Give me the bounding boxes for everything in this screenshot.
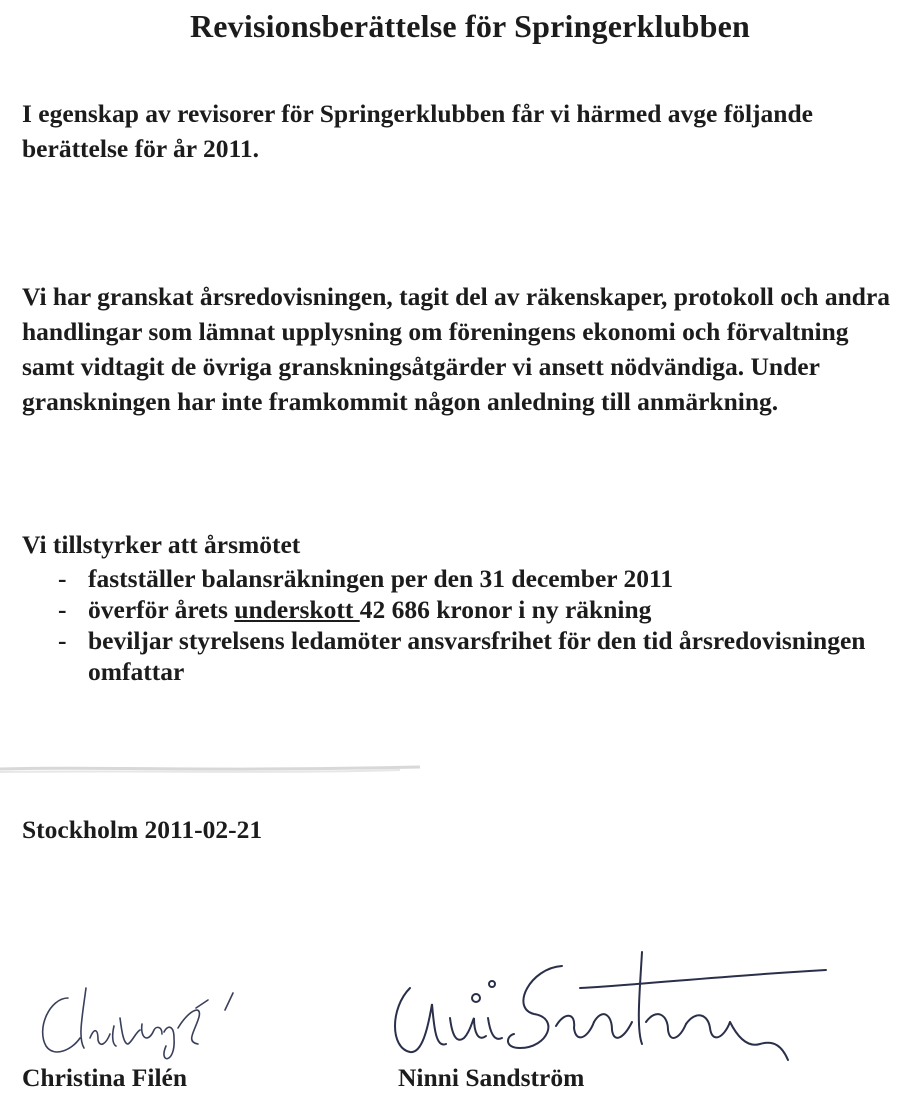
list-dash: - [58,595,67,624]
list-item [22,563,892,594]
list-dash: - [58,626,67,655]
list-dash: - [58,564,67,593]
signature-ninni [380,948,830,1073]
list-item [22,594,892,625]
motion-text: beviljar styrelsens ledamöter ansvarsfrihet för den tid årsredovisningen omfattar [88,626,866,686]
motion-intro: Vi tillstyrker att årsmötet [22,530,301,559]
place-date: Stockholm 2011-02-21 [22,815,263,844]
signer-name-2: Ninni Sandström [398,1063,585,1092]
list-item [22,625,892,687]
motion-text-underlined: underskott [234,595,360,624]
scan-smudge [0,760,420,778]
signer-name-1: Christina Filén [22,1063,188,1092]
page-title: Revisionsberättelse för Springerklubben [189,8,751,44]
intro-paragraph: I egenskap av revisorer för Springerklubben får vi härmed avge följande berättelse för år 2011. [22,99,813,163]
motion-text-post: 42 686 kronor i ny räkning [359,595,652,624]
review-paragraph: Vi har granskat årsredovisningen, tagit del av räkenskaper, protokoll och andra handlingar som lämnat upplysning om föreningens ekonomi och förvaltning samt vidtagit de övriga granskningsåtgärder vi ansett nödvändiga. Under granskningen har inte framkommit någon anledning till anmärkning. [22,282,891,416]
motion-list [22,563,892,687]
signature-christina [28,968,268,1063]
motion-text: fastställer balansräkningen per den 31 december 2011 [88,564,674,593]
motion-text-pre: överför årets [88,595,235,624]
